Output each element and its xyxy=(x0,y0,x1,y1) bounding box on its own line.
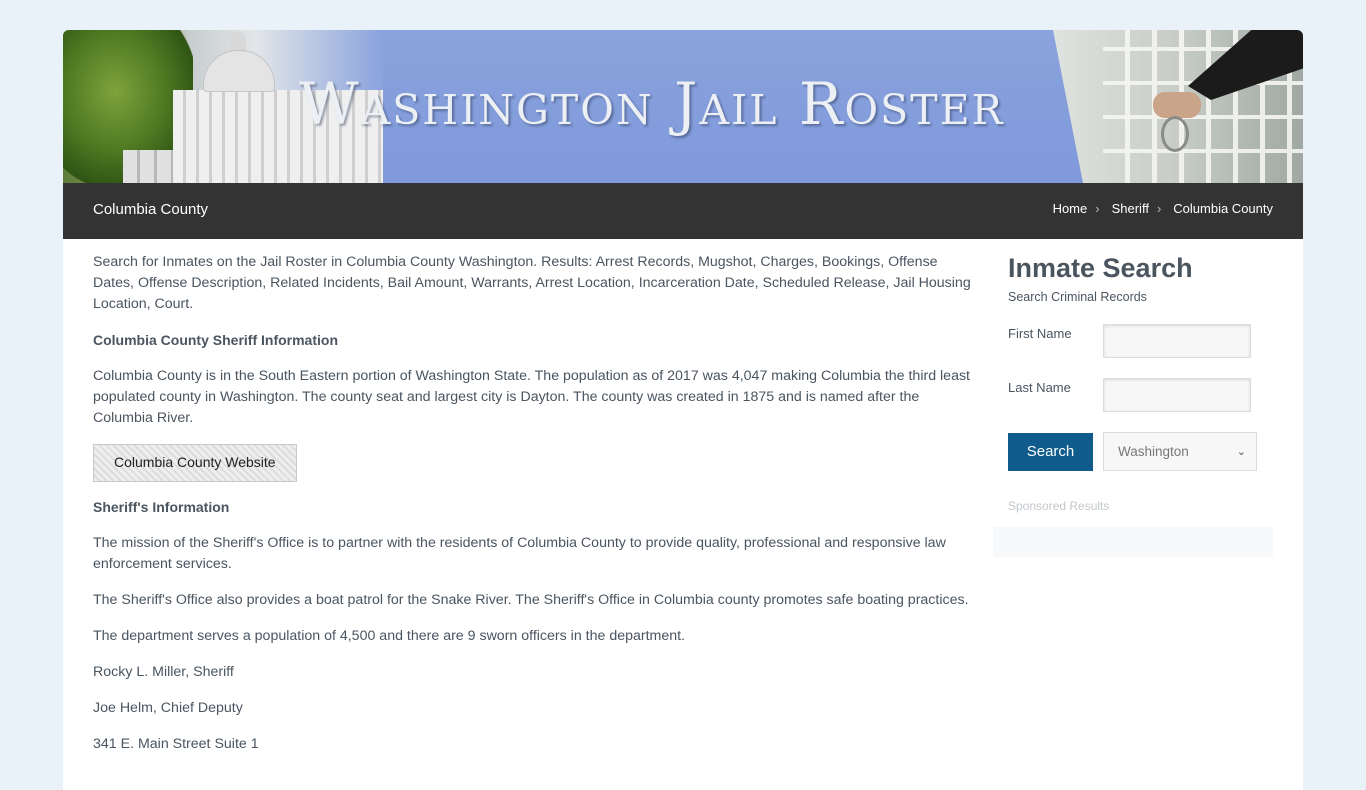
county-description: Columbia County is in the South Eastern portion of Washington State. The population as of 2017 was 4,047 making Columbia the third least populated county in Washington. The county seat and largest city is Dayton. The county was created in 1875 and is named after the Columbia River. xyxy=(93,368,970,426)
breadcrumb-home[interactable]: Home xyxy=(1052,201,1088,216)
breadcrumb-sheriff[interactable]: Sheriff xyxy=(1111,201,1149,216)
search-actions xyxy=(1008,432,1258,471)
last-name-label: Last Name xyxy=(1008,380,1071,395)
inmate-search-subtitle: Search Criminal Records xyxy=(1008,290,1147,304)
inmate-search-title: Inmate Search xyxy=(1008,253,1193,283)
breadcrumb-columbia-county[interactable]: Columbia County xyxy=(1173,201,1273,216)
boat-patrol-paragraph: The Sheriff's Office also provides a boat patrol for the Snake River. The Sheriff's Office in Columbia county promotes safe boating practices. xyxy=(93,592,969,608)
chevron-down-icon: ⌄ xyxy=(1236,446,1246,458)
navbar xyxy=(63,183,1303,239)
sponsored-results-area xyxy=(993,527,1273,557)
sheriff-info-heading: Columbia County Sheriff Information xyxy=(93,332,338,348)
page-container xyxy=(63,30,1303,790)
keys-icon xyxy=(1161,116,1189,152)
sidebar xyxy=(993,242,1273,557)
sheriffs-heading: Sheriff's Information xyxy=(93,499,230,515)
first-name-input[interactable] xyxy=(1103,324,1251,358)
main-content xyxy=(93,252,973,770)
inmate-search-panel xyxy=(993,242,1273,471)
last-name-row xyxy=(1008,378,1258,412)
site-banner[interactable] xyxy=(63,30,1303,183)
breadcrumb xyxy=(1053,201,1273,216)
chevron-right-icon: › xyxy=(1095,201,1100,216)
intro-paragraph: Search for Inmates on the Jail Roster in Columbia County Washington. Results: Arrest Records, Mugshot, Charges, Bookings, Offense Dates, Offense Description, Related Incidents, Bail Amount, Warrants, Arrest Location, Incarceration Date, Scheduled Release, Jail Housing Location, Court. xyxy=(93,254,971,312)
sponsored-results-label: Sponsored Results xyxy=(1008,499,1110,513)
deputy-name: Joe Helm, Chief Deputy xyxy=(93,700,243,716)
county-website-button[interactable]: Columbia County Website xyxy=(93,444,297,482)
address: 341 E. Main Street Suite 1 xyxy=(93,736,259,752)
state-select[interactable] xyxy=(1103,432,1257,471)
page-title: Columbia County xyxy=(93,201,209,218)
sheriff-name: Rocky L. Miller, Sheriff xyxy=(93,664,234,680)
first-name-row xyxy=(1008,324,1258,358)
search-button[interactable]: Search xyxy=(1008,433,1093,471)
population-paragraph: The department serves a population of 4,500 and there are 9 sworn officers in the department. xyxy=(93,628,686,644)
mission-paragraph: The mission of the Sheriff's Office is to partner with the residents of Columbia County to provide quality, professional and responsive law enforcement services. xyxy=(93,535,946,572)
site-logo-title: Washington Jail Roster xyxy=(299,70,1005,138)
first-name-label: First Name xyxy=(1008,326,1072,341)
chevron-right-icon: › xyxy=(1156,201,1162,216)
last-name-input[interactable] xyxy=(1103,378,1251,412)
state-select-value: Washington xyxy=(1118,444,1189,459)
